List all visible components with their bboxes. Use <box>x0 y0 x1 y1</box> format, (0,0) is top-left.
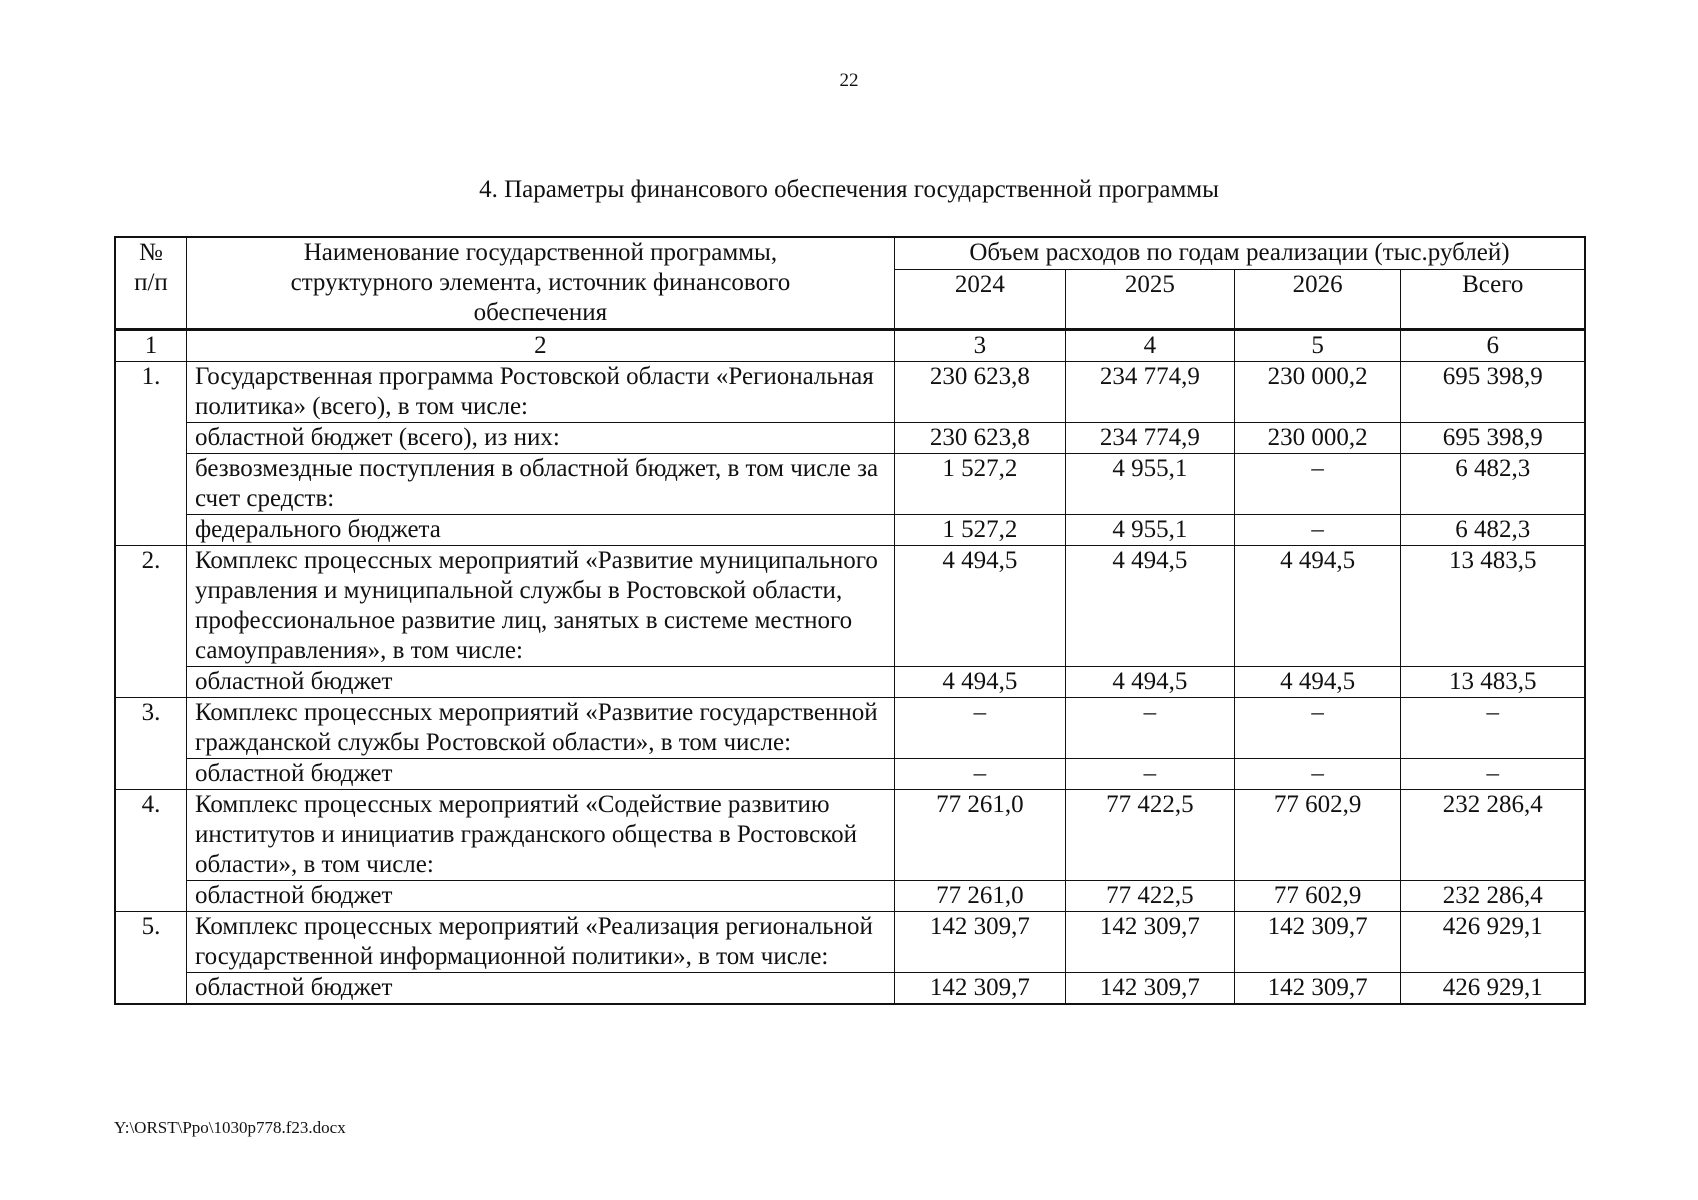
value-2025: 234 774,9 <box>1065 423 1234 454</box>
header-name: Наименование государственной программы, структурного элемента, источник финансового обеспечения <box>186 237 894 330</box>
table-row <box>115 546 1585 667</box>
value-2026: – <box>1234 454 1401 515</box>
value-2025: – <box>1065 759 1234 790</box>
value-2025: 77 422,5 <box>1065 881 1234 912</box>
row-name: областной бюджет (всего), из них: <box>186 423 894 454</box>
row-name: областной бюджет <box>186 881 894 912</box>
value-2024: 1 527,2 <box>894 515 1065 546</box>
value-total: 695 398,9 <box>1401 423 1585 454</box>
row-name: Комплекс процессных мероприятий «Содействие развитию институтов и инициатив гражданского общества в Ростовской области», в том числе: <box>186 790 894 881</box>
row-name: безвозмездные поступления в областной бюджет, в том числе за счет средств: <box>186 454 894 515</box>
value-2026: 142 309,7 <box>1234 973 1401 1005</box>
value-total: 232 286,4 <box>1401 881 1585 912</box>
table-row <box>115 362 1585 423</box>
header-row-1 <box>115 237 1585 270</box>
value-2024: 230 623,8 <box>894 423 1065 454</box>
table-row <box>115 759 1585 790</box>
value-2025: 4 955,1 <box>1065 515 1234 546</box>
value-2026: 142 309,7 <box>1234 912 1401 973</box>
value-total: 426 929,1 <box>1401 973 1585 1005</box>
value-total: 426 929,1 <box>1401 912 1585 973</box>
table-row <box>115 454 1585 515</box>
value-2024: 142 309,7 <box>894 973 1065 1005</box>
column-number: 2 <box>186 330 894 362</box>
row-name: областной бюджет <box>186 759 894 790</box>
row-number: 1. <box>115 362 186 546</box>
value-total: 232 286,4 <box>1401 790 1585 881</box>
value-total: – <box>1401 759 1585 790</box>
column-number: 1 <box>115 330 186 362</box>
header-num: № п/п <box>115 237 186 330</box>
financing-table <box>114 236 1586 1005</box>
value-2026: – <box>1234 759 1401 790</box>
table-row <box>115 698 1585 759</box>
table-row <box>115 973 1585 1005</box>
value-2024: 4 494,5 <box>894 667 1065 698</box>
value-total: 13 483,5 <box>1401 667 1585 698</box>
value-2025: 234 774,9 <box>1065 362 1234 423</box>
table-row <box>115 881 1585 912</box>
section-title: 4. Параметры финансового обеспечения государственной программы <box>479 176 1219 203</box>
value-2026: 230 000,2 <box>1234 423 1401 454</box>
value-2026: – <box>1234 515 1401 546</box>
value-2024: 142 309,7 <box>894 912 1065 973</box>
table-row <box>115 423 1585 454</box>
row-name: Комплекс процессных мероприятий «Развитие муниципального управления и муниципальной службы в Ростовской области, профессиональное развитие лиц, занятых в системе местного самоуправления», в том числе: <box>186 546 894 667</box>
value-2025: 4 494,5 <box>1065 667 1234 698</box>
row-number: 3. <box>115 698 186 790</box>
row-name: федерального бюджета <box>186 515 894 546</box>
value-2025: 4 955,1 <box>1065 454 1234 515</box>
value-total: 6 482,3 <box>1401 454 1585 515</box>
row-name: Государственная программа Ростовской области «Региональная политика» (всего), в том числе: <box>186 362 894 423</box>
table-row <box>115 790 1585 881</box>
table-body <box>115 330 1585 1005</box>
value-2024: 4 494,5 <box>894 546 1065 667</box>
value-2025: 142 309,7 <box>1065 912 1234 973</box>
row-name: Комплекс процессных мероприятий «Реализация региональной государственной информационной политики», в том числе: <box>186 912 894 973</box>
row-name: областной бюджет <box>186 667 894 698</box>
value-2025: 77 422,5 <box>1065 790 1234 881</box>
column-number: 4 <box>1065 330 1234 362</box>
value-2024: 230 623,8 <box>894 362 1065 423</box>
footer-file-path: Y:\ORST\Ppo\1030p778.f23.docx <box>114 1118 346 1137</box>
value-total: 6 482,3 <box>1401 515 1585 546</box>
value-2026: 4 494,5 <box>1234 667 1401 698</box>
column-number: 6 <box>1401 330 1585 362</box>
header-2026: 2026 <box>1234 270 1401 330</box>
value-2024: – <box>894 759 1065 790</box>
row-name: Комплекс процессных мероприятий «Развитие государственной гражданской службы Ростовской области», в том числе: <box>186 698 894 759</box>
value-2024: 1 527,2 <box>894 454 1065 515</box>
table-row <box>115 912 1585 973</box>
header-2025: 2025 <box>1065 270 1234 330</box>
column-numbers-row <box>115 330 1585 362</box>
header-2024: 2024 <box>894 270 1065 330</box>
value-2026: 77 602,9 <box>1234 790 1401 881</box>
value-2024: 77 261,0 <box>894 790 1065 881</box>
row-number: 4. <box>115 790 186 912</box>
column-number: 3 <box>894 330 1065 362</box>
row-number: 5. <box>115 912 186 1005</box>
value-total: 695 398,9 <box>1401 362 1585 423</box>
value-2025: 142 309,7 <box>1065 973 1234 1005</box>
value-2024: 77 261,0 <box>894 881 1065 912</box>
header-volume: Объем расходов по годам реализации (тыс.рублей) <box>894 237 1585 270</box>
row-name: областной бюджет <box>186 973 894 1005</box>
value-2026: 77 602,9 <box>1234 881 1401 912</box>
row-number: 2. <box>115 546 186 698</box>
value-total: 13 483,5 <box>1401 546 1585 667</box>
value-2026: 4 494,5 <box>1234 546 1401 667</box>
header-total: Всего <box>1401 270 1585 330</box>
value-2025: 4 494,5 <box>1065 546 1234 667</box>
table-row <box>115 667 1585 698</box>
value-total: – <box>1401 698 1585 759</box>
page-number: 22 <box>839 70 859 91</box>
column-number: 5 <box>1234 330 1401 362</box>
value-2026: 230 000,2 <box>1234 362 1401 423</box>
value-2026: – <box>1234 698 1401 759</box>
table-row <box>115 515 1585 546</box>
value-2025: – <box>1065 698 1234 759</box>
value-2024: – <box>894 698 1065 759</box>
